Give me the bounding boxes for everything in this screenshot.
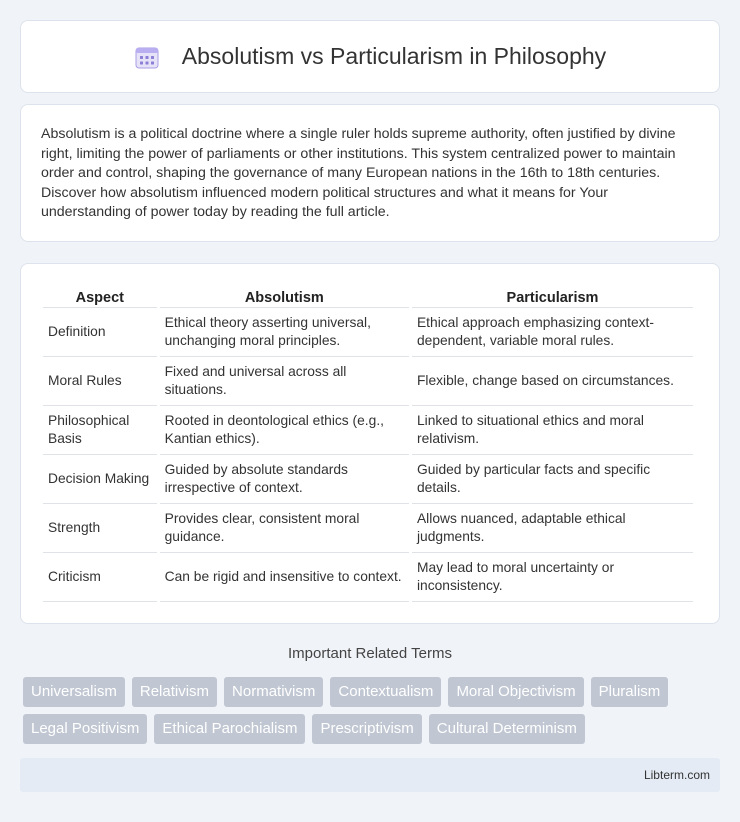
- related-term-tag[interactable]: Contextualism: [330, 677, 441, 707]
- calendar-grid-icon: [134, 44, 160, 70]
- table-row: [43, 357, 693, 406]
- intro-text: Absolutism is a political doctrine where a single ruler holds supreme authority, often justified by divine right, limiting the power of parliaments or other institutions. This system centralized power to maintain order and control, shaping the governance of many European nations in the 16th to 18th centuries. Discover how absolutism influenced modern political structures and what it means for Your understanding of power today by reading the full article.: [41, 126, 676, 221]
- footer-site-link[interactable]: Libterm.com: [643, 768, 710, 782]
- related-term-tag[interactable]: Moral Objectivism: [448, 677, 583, 707]
- related-term-tag[interactable]: Cultural Determinism: [429, 714, 585, 744]
- cell-absolutism: Guided by absolute standards irrespective of context.: [160, 455, 409, 504]
- page-title: Absolutism vs Particularism in Philosophy: [181, 43, 607, 69]
- comparison-table-card: [20, 263, 720, 624]
- related-terms-title: Important Related Terms: [288, 645, 452, 662]
- related-term-tag[interactable]: Prescriptivism: [312, 714, 421, 744]
- header-card: [20, 20, 720, 93]
- cell-particularism: Linked to situational ethics and moral relativism.: [412, 406, 693, 455]
- comparison-table: [40, 284, 696, 602]
- cell-aspect: Definition: [43, 308, 157, 357]
- header-particularism: Particularism: [412, 284, 693, 308]
- intro-card: [20, 104, 720, 242]
- cell-particularism: Guided by particular facts and specific details.: [412, 455, 693, 504]
- table-row: [43, 406, 693, 455]
- related-term-tag[interactable]: Ethical Parochialism: [154, 714, 305, 744]
- cell-absolutism: Fixed and universal across all situations.: [160, 357, 409, 406]
- related-term-tag[interactable]: Normativism: [224, 677, 323, 707]
- cell-aspect: Philosophical Basis: [43, 406, 157, 455]
- table-header-row: [43, 284, 693, 308]
- table-row: [43, 504, 693, 553]
- cell-aspect: Moral Rules: [43, 357, 157, 406]
- related-term-tag[interactable]: Pluralism: [591, 677, 669, 707]
- cell-absolutism: Provides clear, consistent moral guidance.: [160, 504, 409, 553]
- table-row: [43, 455, 693, 504]
- header-absolutism: Absolutism: [160, 284, 409, 308]
- cell-absolutism: Can be rigid and insensitive to context.: [160, 553, 409, 602]
- cell-aspect: Strength: [43, 504, 157, 553]
- cell-particularism: Flexible, change based on circumstances.: [412, 357, 693, 406]
- cell-particularism: Ethical approach emphasizing context-dependent, variable moral rules.: [412, 308, 693, 357]
- related-term-tag[interactable]: Relativism: [132, 677, 217, 707]
- cell-particularism: May lead to moral uncertainty or inconsistency.: [412, 553, 693, 602]
- table-row: [43, 308, 693, 357]
- table-row: [43, 553, 693, 602]
- related-term-tag[interactable]: Legal Positivism: [23, 714, 147, 744]
- related-terms-list: [23, 677, 723, 744]
- cell-particularism: Allows nuanced, adaptable ethical judgments.: [412, 504, 693, 553]
- related-term-tag[interactable]: Universalism: [23, 677, 125, 707]
- cell-absolutism: Ethical theory asserting universal, unchanging moral principles.: [160, 308, 409, 357]
- cell-absolutism: Rooted in deontological ethics (e.g., Kantian ethics).: [160, 406, 409, 455]
- header-aspect: Aspect: [43, 284, 157, 308]
- footer: [20, 758, 720, 792]
- cell-aspect: Decision Making: [43, 455, 157, 504]
- cell-aspect: Criticism: [43, 553, 157, 602]
